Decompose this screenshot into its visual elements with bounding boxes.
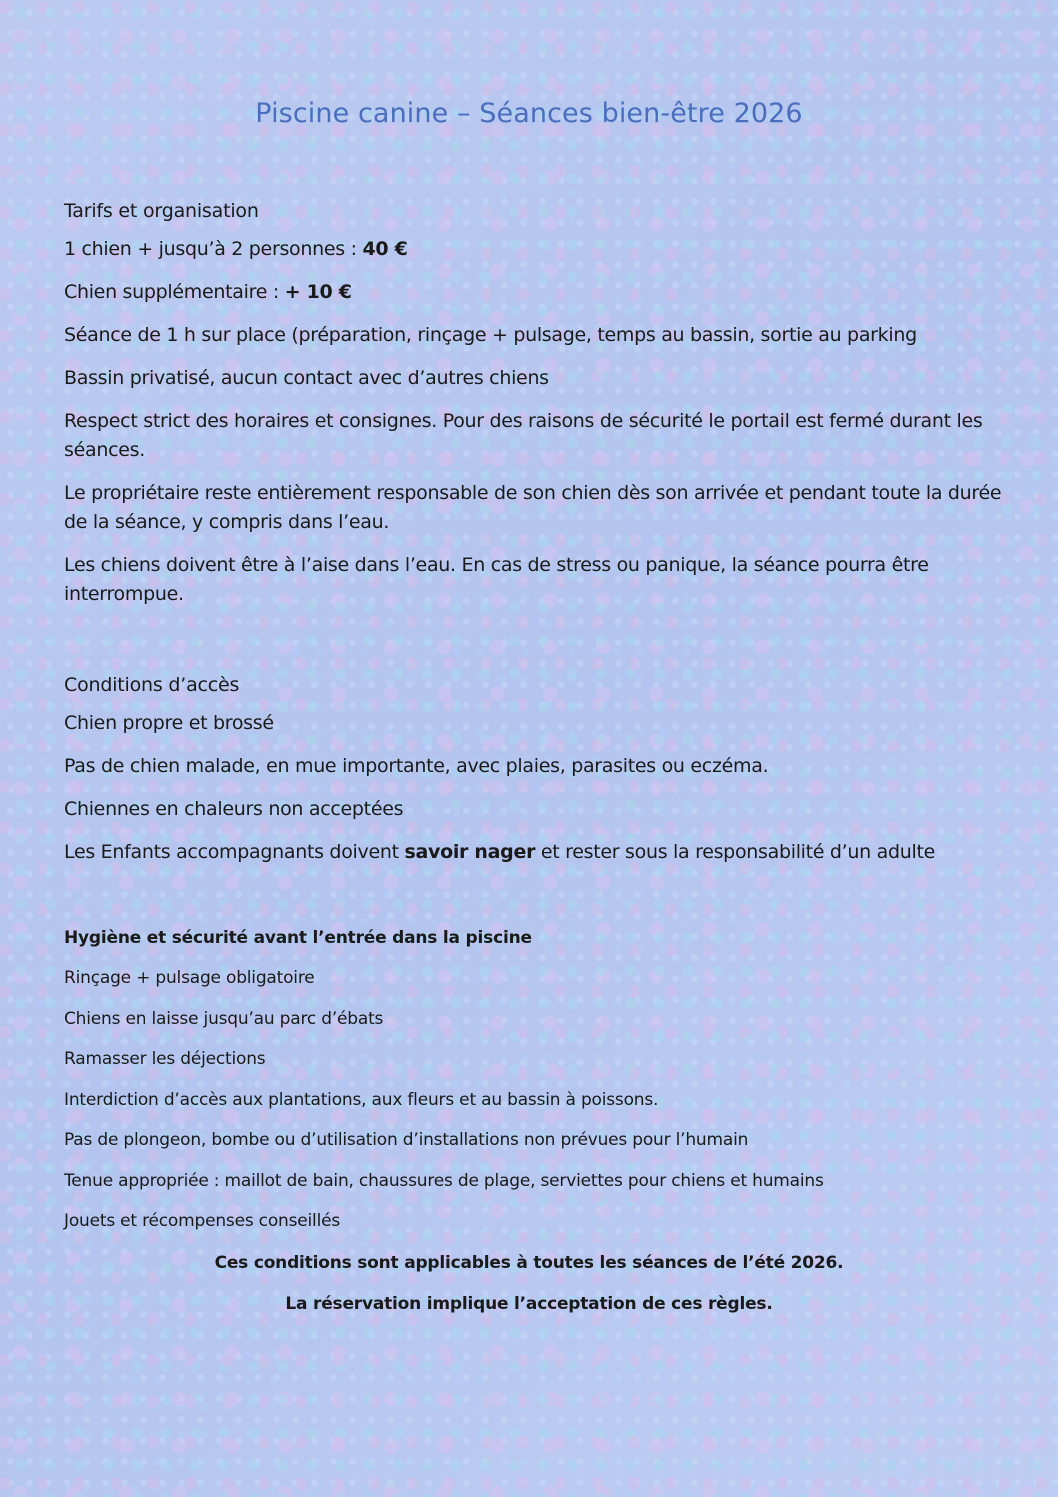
section-tarifs bbox=[64, 200, 1004, 609]
list-item: Chiens en laisse jusqu’au parc d’ébats bbox=[64, 1008, 384, 1029]
list-item: Jouets et récompenses conseillés bbox=[64, 1211, 341, 1231]
section-heading-conditions: Conditions d’accès bbox=[64, 674, 240, 696]
list-item: Ramasser les déjections bbox=[64, 1049, 266, 1069]
footer-note-acceptance: La réservation implique l’acceptation de ces règles. bbox=[285, 1294, 773, 1314]
list-item: Le propriétaire reste entièrement responsable de son chien dès son arrivée et pendant toute la durée de la séance, y compris dans l’eau. bbox=[64, 482, 1002, 533]
section-heading-tarifs: Tarifs et organisation bbox=[64, 200, 259, 222]
footer-note-applicability: Ces conditions sont applicables à toutes les séances de l’été 2026. bbox=[214, 1253, 844, 1273]
price-line-extra-label: Chien supplémentaire : bbox=[64, 281, 285, 303]
price-line-extra bbox=[64, 278, 1004, 307]
list-item: Respect strict des horaires et consignes. Pour des raisons de sécurité le portail est fermé durant les séances. bbox=[64, 410, 983, 461]
price-line-base-label: 1 chien + jusqu’à 2 personnes : bbox=[64, 238, 363, 260]
section-hygiene bbox=[64, 928, 1004, 1232]
list-item: Chiennes en chaleurs non acceptées bbox=[64, 798, 404, 820]
list-item: Pas de chien malade, en mue importante, avec plaies, parasites ou eczéma. bbox=[64, 755, 769, 777]
children-rule-emphasis: savoir nager bbox=[404, 841, 536, 863]
list-item: Pas de plongeon, bombe ou d’utilisation d’installations non prévues pour l’humain bbox=[64, 1130, 749, 1150]
list-item: Rinçage + pulsage obligatoire bbox=[64, 968, 315, 988]
price-base-value: 40 € bbox=[362, 238, 408, 260]
list-item: Bassin privatisé, aucun contact avec d’autres chiens bbox=[64, 367, 549, 389]
list-item: Interdiction d’accès aux plantations, aux fleurs et au bassin à poissons. bbox=[64, 1089, 659, 1110]
list-item: Les chiens doivent être à l’aise dans l’eau. En cas de stress ou panique, la séance pourra être interrompue. bbox=[64, 554, 929, 605]
section-conditions bbox=[64, 674, 1004, 867]
list-item-children bbox=[64, 838, 1004, 867]
children-rule-before: Les Enfants accompagnants doivent bbox=[64, 841, 405, 863]
list-item: Tenue appropriée : maillot de bain, chaussures de plage, serviettes pour chiens et humains bbox=[64, 1170, 824, 1191]
list-item: Séance de 1 h sur place (préparation, rinçage + pulsage, temps au bassin, sortie au parking bbox=[64, 324, 917, 346]
section-heading-hygiene: Hygiène et sécurité avant l’entrée dans la piscine bbox=[64, 928, 532, 948]
page-title: Piscine canine – Séances bien-être 2026 bbox=[255, 98, 803, 129]
children-rule-after: et rester sous la responsabilité d’un adulte bbox=[535, 841, 936, 863]
price-extra-value: + 10 € bbox=[284, 281, 352, 303]
price-line-base bbox=[64, 235, 1004, 264]
list-item: Chien propre et brossé bbox=[64, 712, 274, 734]
